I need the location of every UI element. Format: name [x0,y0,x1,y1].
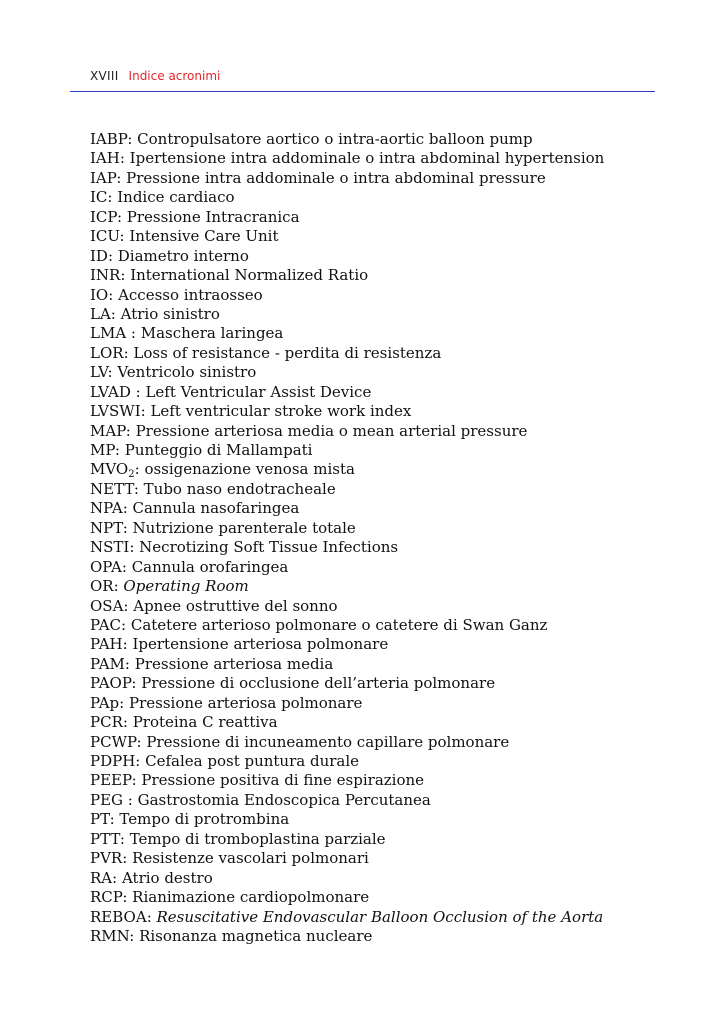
acronym-separator: : [127,130,138,148]
acronym-entry [90,422,604,441]
acronym-definition: Operating Room [123,577,249,596]
acronym-abbr: ICU [90,227,120,246]
acronym-abbr: IC [90,188,108,207]
acronym-entry [90,460,604,479]
acronym-separator: : [108,285,119,304]
acronym-abbr: PVR [90,849,123,868]
acronym-separator: : [130,382,146,401]
acronym-separator: : [129,538,140,557]
acronym-abbr: OPA [90,557,122,576]
acronym-entry [90,538,604,557]
acronym-definition: Apnee ostruttive del sonno [133,596,338,615]
acronym-abbr: NPT [90,518,123,537]
acronym-definition: ossigenazione venosa mista [144,460,355,479]
acronym-entry [90,519,604,538]
acronym-entry [90,499,604,518]
acronym-definition: Tempo di protrombina [119,810,290,829]
acronym-definition: Cannula nasofaringea [132,499,300,518]
acronym-entry [90,733,604,752]
acronym-abbr: PAC [90,615,122,634]
acronym-definition: Pressione positiva di fine espirazione [141,771,425,790]
acronym-entry [90,752,604,771]
acronym-definition: Pressione arteriosa polmonare [128,693,363,712]
acronym-definition: Maschera laringea [140,324,284,343]
acronym-definition: Rianimazione cardiopolmonare [132,888,370,907]
acronym-separator: : [119,829,130,848]
acronym-entry [90,655,604,674]
acronym-entry [90,908,604,927]
acronym-entry [90,383,604,402]
acronym-entry [90,344,604,363]
acronym-definition: Pressione intra addominale o intra abdominal pressure [126,168,546,187]
acronym-definition: Resistenze vascolari polmonari [132,849,369,868]
acronym-entry [90,441,604,460]
acronym-abbr: RA [90,868,113,887]
acronym-entry [90,286,604,305]
acronym-entry [90,188,604,207]
acronym-abbr: RCP [90,888,123,907]
acronym-entry [90,830,604,849]
acronym-separator: : [125,421,136,440]
acronym-abbr: PTT [90,829,120,848]
acronym-separator: : [110,304,121,323]
acronym-entry [90,849,604,868]
acronym-entry [90,810,604,829]
acronym-entry [90,713,604,732]
acronym-separator: : [119,149,130,168]
acronym-abbr: IABP [90,130,128,148]
acronym-abbr: LMA [90,324,127,343]
acronym-abbr: OSA [90,596,124,615]
acronym-separator: : [113,577,124,596]
acronym-definition: Ventricolo sinistro [117,363,257,382]
acronym-abbr: LA [90,304,111,323]
acronym-abbr: PCR [90,713,123,732]
acronym-definition: Proteina C reattiva [132,713,278,732]
acronym-definition: Atrio destro [121,868,213,887]
acronym-entry [90,888,604,907]
acronym-separator: : [131,674,142,693]
acronym-separator: : [136,732,147,751]
acronym-separator: : [107,188,118,207]
acronym-entry [90,169,604,188]
acronym-abbr: LVAD [90,382,131,401]
acronym-abbr: PEG [90,790,124,809]
acronym-abbr: PEEP [90,771,132,790]
acronym-separator: : [122,499,133,518]
acronym-separator: : [112,868,122,887]
acronym-separator: : [122,635,133,654]
acronym-definition: Ipertensione arteriosa polmonare [132,635,389,654]
acronym-abbr: RMN [90,926,130,945]
acronym-separator: : [135,752,146,770]
acronym-entry [90,324,604,343]
acronym-separator: : [123,596,134,615]
section-title: Indice acronimi [128,69,221,83]
acronym-abbr: PAOP [90,674,132,693]
acronym-separator: : [133,479,144,498]
acronym-definition: Nutrizione parenterale totale [132,518,356,537]
acronym-entry [90,402,604,421]
acronym-entry [90,597,604,616]
acronym-entry [90,927,604,946]
acronym-abbr: LVSWI [90,402,141,421]
acronym-definition: Pressione arteriosa media [134,654,334,673]
acronym-separator: : [119,227,130,246]
acronym-entry [90,694,604,713]
acronym-definition: Pressione di occlusione dell’arteria polmonare [141,674,496,693]
acronym-definition: Ipertensione intra addominale o intra abdominal hypertension [129,149,605,168]
acronym-separator: : [123,790,138,809]
acronym-separator: : [107,363,118,382]
acronym-list [90,130,604,946]
acronym-definition: Pressione di incuneamento capillare polmonare [146,732,510,751]
acronym-definition: Contropulsatore aortico o intra-aortic balloon pump [137,130,533,148]
acronym-abbr: NPA [90,499,123,518]
acronym-entry [90,227,604,246]
acronym-separator: : [122,849,133,868]
acronym-definition: Diametro interno [117,246,249,265]
acronym-separator: : [124,654,135,673]
acronym-definition: Loss of resistance - perdita di resistenza [133,343,442,362]
acronym-definition: Gastrostomia Endoscopica Percutanea [137,790,431,809]
acronym-abbr: MAP [90,421,126,440]
acronym-abbr: IAP [90,168,117,187]
acronym-entry [90,130,604,149]
acronym-abbr: PT [90,810,110,829]
acronym-definition: Cefalea post puntura durale [145,752,360,770]
acronym-separator: : [131,771,142,790]
acronym-separator: : [146,907,157,926]
acronym-definition: Indice cardiaco [117,188,235,207]
acronym-separator: : [107,246,118,265]
acronym-definition: Risonanza magnetica nucleare [139,926,373,945]
acronym-entry [90,635,604,654]
acronym-abbr: MP [90,441,115,459]
acronym-entry [90,791,604,810]
acronym-entry [90,577,604,596]
acronym-separator: : [122,888,133,907]
acronym-entry [90,771,604,790]
acronym-separator: : [129,926,140,945]
acronym-entry [90,266,604,285]
acronym-abbr: MVO [90,460,129,479]
page-number: XVIII [90,69,119,83]
acronym-definition: Left ventricular stroke work index [150,402,412,421]
acronym-definition: Tubo naso endotracheale [143,479,336,498]
acronym-entry [90,363,604,382]
acronym-separator: : [119,693,129,712]
acronym-entry [90,616,604,635]
acronym-abbr: LOR [90,343,124,362]
acronym-entry [90,208,604,227]
acronym-separator: : [140,402,151,421]
acronym-abbr: IAH [90,149,120,168]
acronym-abbr: ICP [90,207,117,226]
acronym-abbr: IO [90,285,109,304]
acronym-separator: : [116,207,127,226]
acronym-definition: Resuscitative Endovascular Balloon Occlusion of the Aorta [156,907,604,926]
acronym-abbr: PAH [90,635,123,654]
acronym-entry [90,247,604,266]
acronym-separator: : [126,324,141,343]
acronym-definition: Left Ventricular Assist Device [145,382,372,401]
acronym-separator: : [109,810,120,829]
acronym-definition: Atrio sinistro [120,304,220,323]
acronym-definition: Necrotizing Soft Tissue Infections [139,538,399,557]
acronym-definition: Pressione Intracranica [126,207,300,226]
acronym-separator: : [121,557,132,576]
acronym-separator: : [120,266,131,285]
acronym-entry [90,480,604,499]
acronym-entry [90,869,604,888]
acronym-definition: Accesso intraosseo [118,285,263,304]
acronym-definition: Punteggio di Mallampati [124,441,313,459]
acronym-abbr: PAM [90,654,125,673]
acronym-entry [90,305,604,324]
acronym-definition: International Normalized Ratio [130,266,369,285]
acronym-definition: Pressione arteriosa media o mean arterial pressure [135,421,528,440]
acronym-abbr: ID [90,246,108,265]
acronym-separator: : [116,168,127,187]
acronym-abbr: PCWP [90,732,137,751]
acronym-entry [90,149,604,168]
acronym-abbr: PDPH [90,752,136,770]
acronym-abbr: LV [90,363,108,382]
acronym-abbr: REBOA [90,907,147,926]
acronym-separator: : [121,615,131,634]
acronym-subscript: 2 [128,469,135,481]
acronym-definition: Cannula orofaringea [131,557,289,576]
acronym-definition: Catetere arterioso polmonare o catetere di Swan Ganz [130,615,548,634]
running-header [90,66,220,86]
acronym-separator: : [122,713,133,732]
acronym-separator: : [114,441,125,459]
acronym-abbr: NETT [90,479,134,498]
acronym-separator: : [123,343,134,362]
acronym-definition: Tempo di tromboplastina parziale [129,829,386,848]
acronym-separator: : [134,460,145,479]
acronym-abbr: OR [90,577,114,596]
acronym-entry [90,674,604,693]
acronym-separator: : [122,518,133,537]
acronym-abbr: PAp [90,693,120,712]
acronym-definition: Intensive Care Unit [129,227,279,246]
acronym-abbr: NSTI [90,538,130,557]
acronym-entry [90,558,604,577]
header-rule [70,91,655,92]
acronym-abbr: INR [90,266,121,285]
